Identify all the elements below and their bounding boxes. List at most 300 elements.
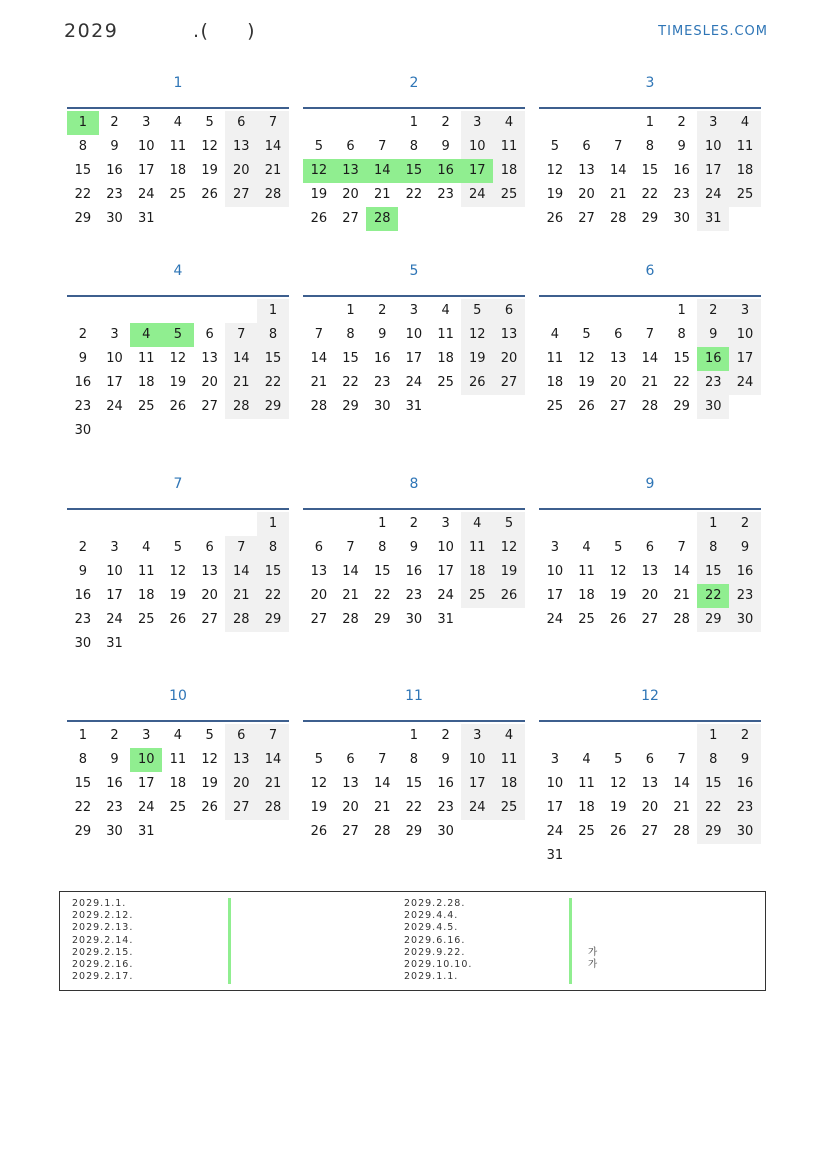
day-cell: 25 [437, 375, 454, 390]
day-cell: 23 [673, 187, 690, 202]
day-cell: 14 [373, 776, 391, 791]
day-cell: 26 [201, 187, 218, 202]
month-divider [67, 508, 289, 510]
day-cell: 2 [378, 303, 387, 318]
day-cell: 26 [609, 824, 627, 839]
day-cell: 18 [137, 588, 155, 603]
day-cell-weekend: 3 [461, 724, 493, 748]
day-empty [194, 632, 226, 656]
day-empty [398, 207, 430, 231]
day-cell: 28 [310, 399, 328, 414]
day-cell: 5 [205, 728, 214, 743]
day-cell: 5 [314, 139, 323, 154]
day-cell-holiday: 15 [398, 159, 430, 183]
day-cell-weekend: 29 [697, 608, 729, 632]
day-cell: 4 [173, 115, 183, 130]
day-empty [697, 844, 729, 868]
day-empty [602, 299, 634, 323]
day-cell-weekend: 6 [493, 299, 525, 323]
month-title: 2 [409, 75, 419, 91]
day-empty [430, 207, 462, 231]
day-cell: 7 [614, 139, 623, 154]
day-cell: 11 [137, 351, 155, 366]
month-divider [539, 107, 761, 109]
day-cell: 27 [609, 399, 627, 414]
day-cell: 3 [142, 115, 151, 130]
day-cell: 9 [441, 752, 450, 767]
day-cell-weekend: 10 [729, 323, 761, 347]
day-empty [493, 395, 525, 419]
note-date: 2029.2.15. [72, 946, 134, 958]
day-empty [99, 299, 131, 323]
day-cell-weekend: 25 [493, 183, 525, 207]
day-cell: 12 [609, 776, 627, 791]
note-date: 2029.1.1. [72, 898, 127, 909]
day-cell-weekend: 28 [257, 183, 289, 207]
month-block [539, 686, 761, 868]
day-cell: 25 [169, 800, 187, 815]
month-divider [67, 295, 289, 297]
day-empty [162, 419, 194, 443]
day-empty [225, 632, 257, 656]
day-cell: 9 [78, 564, 87, 579]
note-name [588, 922, 597, 934]
day-cell: 21 [641, 375, 659, 390]
day-empty [335, 512, 367, 536]
day-empty [194, 419, 226, 443]
day-cell-weekend: 2 [697, 299, 729, 323]
day-empty [430, 395, 462, 419]
day-cell: 16 [74, 588, 92, 603]
month-block [67, 261, 289, 443]
day-cell: 19 [609, 588, 627, 603]
day-cell: 30 [373, 399, 391, 414]
day-cell: 27 [201, 399, 218, 414]
day-empty [666, 844, 698, 868]
day-cell-weekend: 7 [257, 111, 289, 135]
day-cell: 22 [405, 800, 423, 815]
day-cell: 20 [310, 588, 328, 603]
day-cell-weekend: 24 [729, 371, 761, 395]
day-cell-weekend: 7 [257, 724, 289, 748]
notes-left-divider [228, 898, 231, 984]
day-cell-weekend: 29 [257, 608, 289, 632]
day-cell: 15 [373, 564, 391, 579]
day-cell: 12 [578, 351, 595, 366]
day-cell: 11 [137, 564, 155, 579]
day-cell-weekend: 12 [461, 323, 493, 347]
month-grid [303, 512, 525, 632]
brand-link[interactable]: TIMESLES.COM [658, 24, 768, 39]
note-name [588, 971, 597, 983]
day-cell-weekend: 7 [225, 323, 257, 347]
day-cell-weekend: 28 [257, 796, 289, 820]
day-cell: 11 [546, 351, 564, 366]
day-empty [602, 512, 634, 536]
day-cell: 26 [169, 399, 187, 414]
day-cell: 12 [609, 564, 627, 579]
day-cell: 9 [441, 139, 450, 154]
day-cell-weekend: 9 [729, 536, 761, 560]
day-cell: 25 [546, 399, 564, 414]
day-empty [493, 608, 525, 632]
day-cell: 23 [106, 187, 123, 202]
day-empty [225, 299, 257, 323]
day-cell: 22 [74, 187, 92, 202]
notes-right-divider [569, 898, 572, 984]
day-cell: 19 [578, 375, 595, 390]
day-cell: 27 [342, 824, 359, 839]
day-cell: 18 [546, 375, 564, 390]
day-cell: 18 [578, 800, 595, 815]
day-cell-weekend: 29 [257, 395, 289, 419]
month-grid [303, 299, 525, 419]
day-cell-holiday: 5 [162, 323, 194, 347]
day-empty [602, 724, 634, 748]
day-empty [130, 512, 162, 536]
day-cell: 21 [310, 375, 328, 390]
day-cell: 27 [310, 612, 328, 627]
day-cell-weekend: 4 [461, 512, 493, 536]
day-cell: 23 [74, 612, 92, 627]
day-cell: 14 [310, 351, 328, 366]
day-empty [162, 299, 194, 323]
day-cell: 7 [645, 327, 655, 342]
day-cell: 11 [578, 776, 595, 791]
month-divider [303, 107, 525, 109]
note-date: 2029.6.16. [404, 934, 466, 946]
day-cell: 30 [437, 824, 454, 839]
day-cell: 13 [201, 564, 218, 579]
day-cell-weekend: 14 [225, 347, 257, 371]
month-block [303, 73, 525, 231]
day-cell: 6 [346, 752, 355, 767]
day-cell: 6 [582, 139, 591, 154]
day-cell: 12 [310, 776, 328, 791]
day-cell: 24 [106, 399, 123, 414]
day-cell: 14 [673, 776, 690, 791]
month-title: 11 [405, 688, 423, 704]
day-cell: 21 [609, 187, 627, 202]
day-cell: 29 [342, 399, 359, 414]
month-grid [539, 111, 761, 231]
day-cell: 27 [641, 824, 659, 839]
note-date: 2029.2.17. [72, 971, 134, 983]
day-cell: 1 [346, 303, 355, 318]
day-cell-weekend: 8 [257, 323, 289, 347]
note-date: 2029.10.10. [404, 958, 473, 970]
day-cell: 8 [677, 327, 686, 342]
day-empty [130, 632, 162, 656]
day-cell-holiday: 22 [697, 584, 729, 608]
month-divider [539, 508, 761, 510]
day-cell: 24 [405, 375, 423, 390]
day-empty [729, 395, 761, 419]
day-cell: 5 [314, 752, 323, 767]
day-cell: 16 [106, 163, 123, 178]
day-cell: 17 [106, 588, 123, 603]
month-title: 10 [169, 688, 187, 704]
day-cell-weekend: 10 [461, 135, 493, 159]
day-cell: 20 [641, 800, 659, 815]
day-cell: 28 [673, 824, 690, 839]
day-cell: 19 [310, 187, 328, 202]
day-cell: 2 [110, 728, 119, 743]
day-cell: 2 [441, 115, 450, 130]
day-empty [335, 724, 367, 748]
day-empty [729, 844, 761, 868]
day-cell: 24 [546, 612, 564, 627]
day-cell-holiday: 10 [130, 748, 162, 772]
day-cell: 15 [342, 351, 359, 366]
day-cell: 6 [346, 139, 355, 154]
day-cell-weekend: 10 [461, 748, 493, 772]
day-cell: 10 [437, 540, 454, 555]
day-cell: 25 [578, 824, 595, 839]
day-cell-weekend: 4 [493, 724, 525, 748]
day-empty [303, 512, 335, 536]
day-cell: 20 [201, 588, 218, 603]
day-empty [162, 207, 194, 231]
day-cell-weekend: 21 [225, 584, 257, 608]
day-cell: 5 [550, 139, 559, 154]
day-cell: 26 [578, 399, 595, 414]
month-title: 3 [645, 75, 655, 91]
day-cell: 14 [609, 163, 627, 178]
month-title: 8 [409, 476, 419, 492]
day-cell: 1 [378, 516, 387, 531]
day-cell-weekend: 12 [493, 536, 525, 560]
day-empty [225, 512, 257, 536]
day-empty [162, 512, 194, 536]
day-cell: 31 [437, 612, 454, 627]
day-cell-weekend: 8 [257, 536, 289, 560]
day-cell-weekend: 14 [257, 135, 289, 159]
note-date: 2029.2.12. [72, 910, 134, 922]
day-cell: 7 [314, 327, 323, 342]
day-cell-weekend: 1 [257, 299, 289, 323]
day-empty [194, 820, 226, 844]
day-cell: 18 [169, 163, 187, 178]
day-cell: 3 [550, 752, 559, 767]
day-cell: 8 [78, 139, 87, 154]
note-date: 2029.2.14. [72, 934, 134, 946]
day-cell: 16 [673, 163, 690, 178]
note-name: 가 [588, 958, 598, 970]
day-cell: 24 [437, 588, 454, 603]
day-cell: 17 [546, 588, 564, 603]
day-cell: 14 [641, 351, 659, 366]
day-empty [130, 419, 162, 443]
day-cell: 7 [378, 752, 387, 767]
day-empty [257, 207, 289, 231]
day-cell-weekend: 3 [697, 111, 729, 135]
day-cell: 23 [437, 800, 454, 815]
day-cell-weekend: 23 [697, 371, 729, 395]
month-divider [539, 720, 761, 722]
day-cell-weekend: 13 [225, 748, 257, 772]
day-cell: 28 [673, 612, 690, 627]
day-cell-weekend: 22 [257, 584, 289, 608]
day-empty [303, 724, 335, 748]
day-cell-weekend: 15 [697, 772, 729, 796]
day-cell-weekend: 18 [461, 560, 493, 584]
day-cell: 21 [673, 588, 690, 603]
day-cell: 16 [405, 564, 423, 579]
day-empty [666, 512, 698, 536]
day-cell: 10 [137, 139, 155, 154]
day-cell-weekend: 25 [729, 183, 761, 207]
day-cell-weekend: 1 [697, 512, 729, 536]
day-cell-holiday: 16 [697, 347, 729, 371]
day-cell: 20 [578, 187, 595, 202]
day-cell: 31 [106, 636, 123, 651]
day-cell: 9 [677, 139, 686, 154]
day-cell: 16 [437, 776, 454, 791]
day-cell: 12 [546, 163, 564, 178]
day-cell-weekend: 31 [697, 207, 729, 231]
month-title: 6 [645, 263, 655, 279]
note-name [588, 898, 597, 910]
day-empty [194, 299, 226, 323]
month-divider [67, 720, 289, 722]
day-cell: 5 [614, 752, 623, 767]
day-cell: 8 [346, 327, 355, 342]
day-cell: 25 [578, 612, 595, 627]
day-cell: 14 [673, 564, 690, 579]
day-cell: 10 [546, 776, 564, 791]
day-cell: 9 [110, 752, 119, 767]
day-cell: 15 [74, 163, 92, 178]
note-date: 2029.9.22. [404, 946, 466, 958]
day-cell-weekend: 14 [257, 748, 289, 772]
day-cell-weekend: 29 [697, 820, 729, 844]
day-cell: 4 [582, 540, 591, 555]
day-cell: 7 [677, 752, 686, 767]
day-empty [539, 724, 571, 748]
day-cell: 8 [409, 139, 419, 154]
day-empty [602, 844, 634, 868]
day-cell: 3 [110, 327, 119, 342]
day-cell: 22 [641, 187, 659, 202]
month-block [67, 474, 289, 656]
month-grid [67, 724, 289, 844]
day-cell: 9 [78, 351, 87, 366]
day-empty [461, 395, 493, 419]
day-cell: 2 [78, 540, 87, 555]
day-cell: 6 [614, 327, 623, 342]
day-empty [493, 207, 525, 231]
day-cell-weekend: 23 [729, 584, 761, 608]
day-cell: 30 [673, 211, 690, 226]
day-cell-weekend: 17 [729, 347, 761, 371]
month-grid [303, 724, 525, 844]
day-cell: 13 [342, 776, 359, 791]
day-cell-weekend: 27 [225, 796, 257, 820]
day-empty [225, 419, 257, 443]
day-empty [366, 111, 398, 135]
day-cell: 21 [373, 187, 391, 202]
day-cell: 11 [169, 752, 187, 767]
month-grid [539, 512, 761, 632]
day-cell-weekend: 4 [729, 111, 761, 135]
notes-right-names [588, 898, 597, 983]
day-empty [571, 111, 603, 135]
day-cell-weekend: 11 [729, 135, 761, 159]
day-cell-weekend: 19 [493, 560, 525, 584]
day-cell-holiday: 17 [461, 159, 493, 183]
day-cell-weekend: 10 [697, 135, 729, 159]
month-divider [303, 295, 525, 297]
day-cell-weekend: 17 [461, 772, 493, 796]
day-cell-weekend: 14 [225, 560, 257, 584]
day-cell: 17 [546, 800, 564, 815]
day-cell: 20 [342, 800, 359, 815]
day-cell: 26 [169, 612, 187, 627]
day-cell: 31 [546, 848, 564, 863]
day-cell-holiday: 28 [366, 207, 398, 231]
note-date: 2029.2.13. [72, 922, 134, 934]
day-cell-holiday: 14 [366, 159, 398, 183]
day-empty [602, 111, 634, 135]
day-empty [461, 608, 493, 632]
day-cell: 30 [106, 211, 123, 226]
day-cell-weekend: 5 [461, 299, 493, 323]
month-block [67, 686, 289, 844]
month-divider [539, 295, 761, 297]
day-cell: 18 [137, 375, 155, 390]
day-cell: 27 [342, 211, 359, 226]
day-cell-weekend: 9 [729, 748, 761, 772]
day-cell: 26 [609, 612, 627, 627]
day-cell: 19 [201, 776, 218, 791]
day-empty [225, 820, 257, 844]
day-cell-weekend: 3 [461, 111, 493, 135]
day-cell: 24 [106, 612, 123, 627]
day-cell: 5 [205, 115, 214, 130]
day-cell: 29 [74, 824, 92, 839]
day-cell: 17 [137, 163, 155, 178]
day-cell: 27 [578, 211, 595, 226]
day-empty [303, 299, 335, 323]
month-block [303, 474, 525, 632]
day-cell-weekend: 18 [493, 772, 525, 796]
day-cell-weekend: 21 [257, 772, 289, 796]
day-cell: 22 [342, 375, 359, 390]
day-cell: 28 [641, 399, 659, 414]
day-cell: 6 [205, 327, 214, 342]
day-cell: 25 [137, 399, 155, 414]
month-block [303, 261, 525, 419]
month-grid [67, 512, 289, 656]
day-cell: 2 [110, 115, 119, 130]
day-cell: 26 [310, 211, 328, 226]
month-block [539, 73, 761, 231]
day-cell-holiday: 12 [303, 159, 335, 183]
day-cell: 20 [641, 588, 659, 603]
day-cell: 30 [74, 423, 92, 438]
day-cell: 22 [673, 375, 690, 390]
day-cell: 20 [609, 375, 627, 390]
month-grid [539, 724, 761, 868]
day-cell: 6 [205, 540, 214, 555]
day-empty [194, 207, 226, 231]
note-date: 2029.2.28. [404, 898, 466, 909]
day-cell-weekend: 3 [729, 299, 761, 323]
day-cell-weekend: 28 [225, 395, 257, 419]
day-empty [461, 207, 493, 231]
day-cell: 1 [409, 728, 419, 743]
